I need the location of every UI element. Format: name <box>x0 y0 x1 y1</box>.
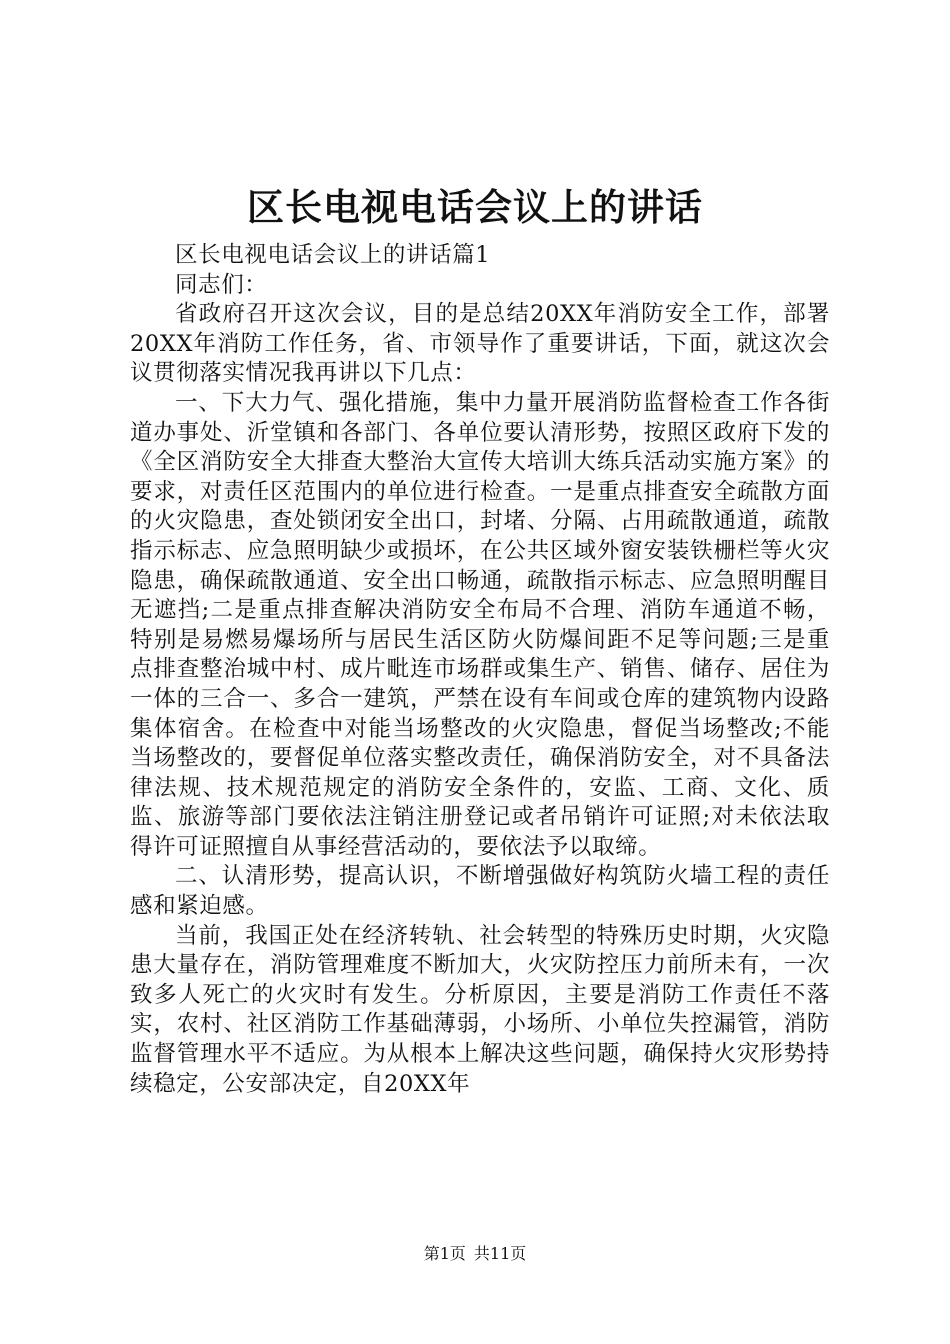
salutation: 同志们： <box>175 271 268 298</box>
paragraph: 省政府召开这次会议，目的是总结20XX年消防安全工作，部署20XX年消防工作任务，省、市领导作了重要讲话，下面，就这次会议贯彻落实情况我再讲以下几点： <box>130 301 830 387</box>
page-title: 区长电视电话会议上的讲话 <box>247 185 703 229</box>
page-total: 共11页 <box>473 1244 527 1263</box>
section-heading: 区长电视电话会议上的讲话篇1 <box>175 242 491 268</box>
paragraph: 二、认清形势，提高认识，不断增强做好构筑防火墙工程的责任感和紧迫感。 <box>130 863 830 920</box>
paragraph: 一、下大力气、强化措施，集中力量开展消防监督检查工作各街道办事处、沂堂镇和各部门、各单位要认清形势，按照区政府下发的《全区消防安全大排查大整治大宣传大培训大练兵活动实施方案》的要求，对责任区范围内的单位进行检查。一是重点排查安全疏散方面的火灾隐患，查处锁闭安全出口，封堵、分隔、占用疏散通道，疏散指示标志、应急照明缺少或损坏，在公共区域外窗安装铁栅栏等火灾隐患，确保疏散通道、安全出口畅通，疏散指示标志、应急照明醒目无遮挡;二是重点排查解决消防安全布局不合理、消防车通道不畅，特别是易燃易爆场所与居民生活区防火防爆间距不足等问题;三是重点排查整治城中村、成片毗连市场群或集生产、销售、储存、居住为一体的三合一、多合一建筑，严禁在设有车间或仓库的建筑物内设路集体宿舍。在检查中对能当场整改的火灾隐患，督促当场整改;不能当场整改的，要督促单位落实整改责任，确保消防安全，对不具备法律法规、技术规范规定的消防安全条件的，安监、工商、文化、质监、旅游等部门要依法注销注册登记或者吊销许可证照;对未依法取得许可证照擅自从事经营活动的，要依法予以取缔。 <box>130 389 830 860</box>
document-body <box>130 241 830 1099</box>
page-footer <box>0 1244 950 1264</box>
page-number: 第1页 <box>423 1244 466 1263</box>
paragraph: 当前，我国正处在经济转轨、社会转型的特殊历史时期，火灾隐患大量存在，消防管理难度不断加大，火灾防控压力前所未有，一次致多人死亡的火灾时有发生。分析原因，主要是消防工作责任不落实，农村、社区消防工作基础薄弱，小场所、小单位失控漏管，消防监督管理水平不适应。为从根本上解决这些问题，确保持火灾形势持续稳定，公安部决定，自20XX年 <box>130 922 830 1097</box>
